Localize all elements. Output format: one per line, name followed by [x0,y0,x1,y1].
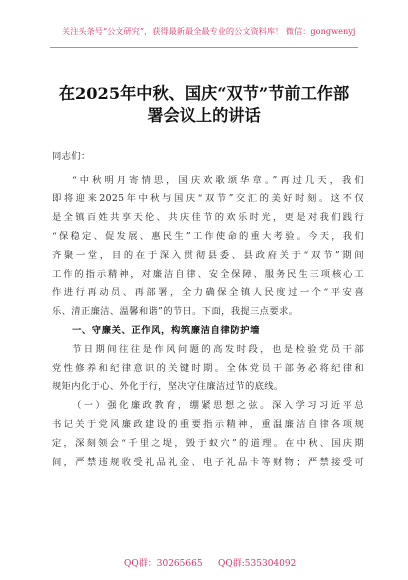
document-title-line-2: 署会议上的讲话 [147,106,261,125]
footer-qq-group-2: QQ群:535304092 [218,559,297,569]
body-line: 间，严禁违规收受礼品礼金、电子礼品卡等财物；严禁接受可 [52,457,364,468]
body-line: 齐聚一堂，目的在于深入贯彻县委、县政府关于“双节”期间 [52,250,364,261]
body-line: 定，深刻领会“千里之堤，毁于蚁穴”的道理。在中秋、国庆期 [52,438,364,449]
body-line: 工作的指示精神，对廉洁自律、安全保障、服务民生三项核心工 [52,269,364,280]
body-line: 党性修养和纪律意识的关键时期。全体党员干部务必将纪律和 [52,363,364,374]
body-line: “中秋明月寄情思，国庆欢歌颂华章。”再过几天，我们 [72,175,364,186]
header-banner: 关注头条号“公文研究”，获得最新最全最专业的公文资料库！ 微信：gongwenyj [62,26,356,36]
salutation: 同志们： [52,151,91,162]
footer-qq-group-1: QQ群：30265665 [124,559,203,569]
section-heading: 一、守廉关、正作风，构筑廉洁自律防护墙 [72,325,261,336]
header-divider [50,47,358,48]
document-title-line-1: 在2025年中秋、国庆“双节”节前工作部 [58,84,350,103]
body-line: 节日期间往往是作风问题的高发时段，也是检验党员干部 [72,344,364,355]
subsection-line: （一）强化廉政教育，绷紧思想之弦。深入学习习近平总 [72,400,364,411]
body-line: 是全镇百姓共享天伦、共庆佳节的欢乐时光，更是对我们践行 [52,212,364,223]
body-line: 作进行再动员、再部署，全力确保全镇人民度过一个“平安喜 [52,287,364,298]
footer [0,556,408,572]
body-line: 即将迎来2025年中秋与国庆“双节”交汇的美好时刻。这不仅 [52,193,364,204]
body-line: 规矩内化于心、外化于行，坚决守住廉洁过节的底线。 [52,381,284,392]
body-line: “保稳定、促发展、惠民生”工作使命的重大考验。今天，我们 [52,231,364,242]
body-line: 乐、清正廉洁、温馨和谐”的节日。下面，我提三点要求。 [52,306,299,317]
body-line: 书记关于党风廉政建设的重要指示精神，重温廉洁自律各项规 [52,419,364,430]
